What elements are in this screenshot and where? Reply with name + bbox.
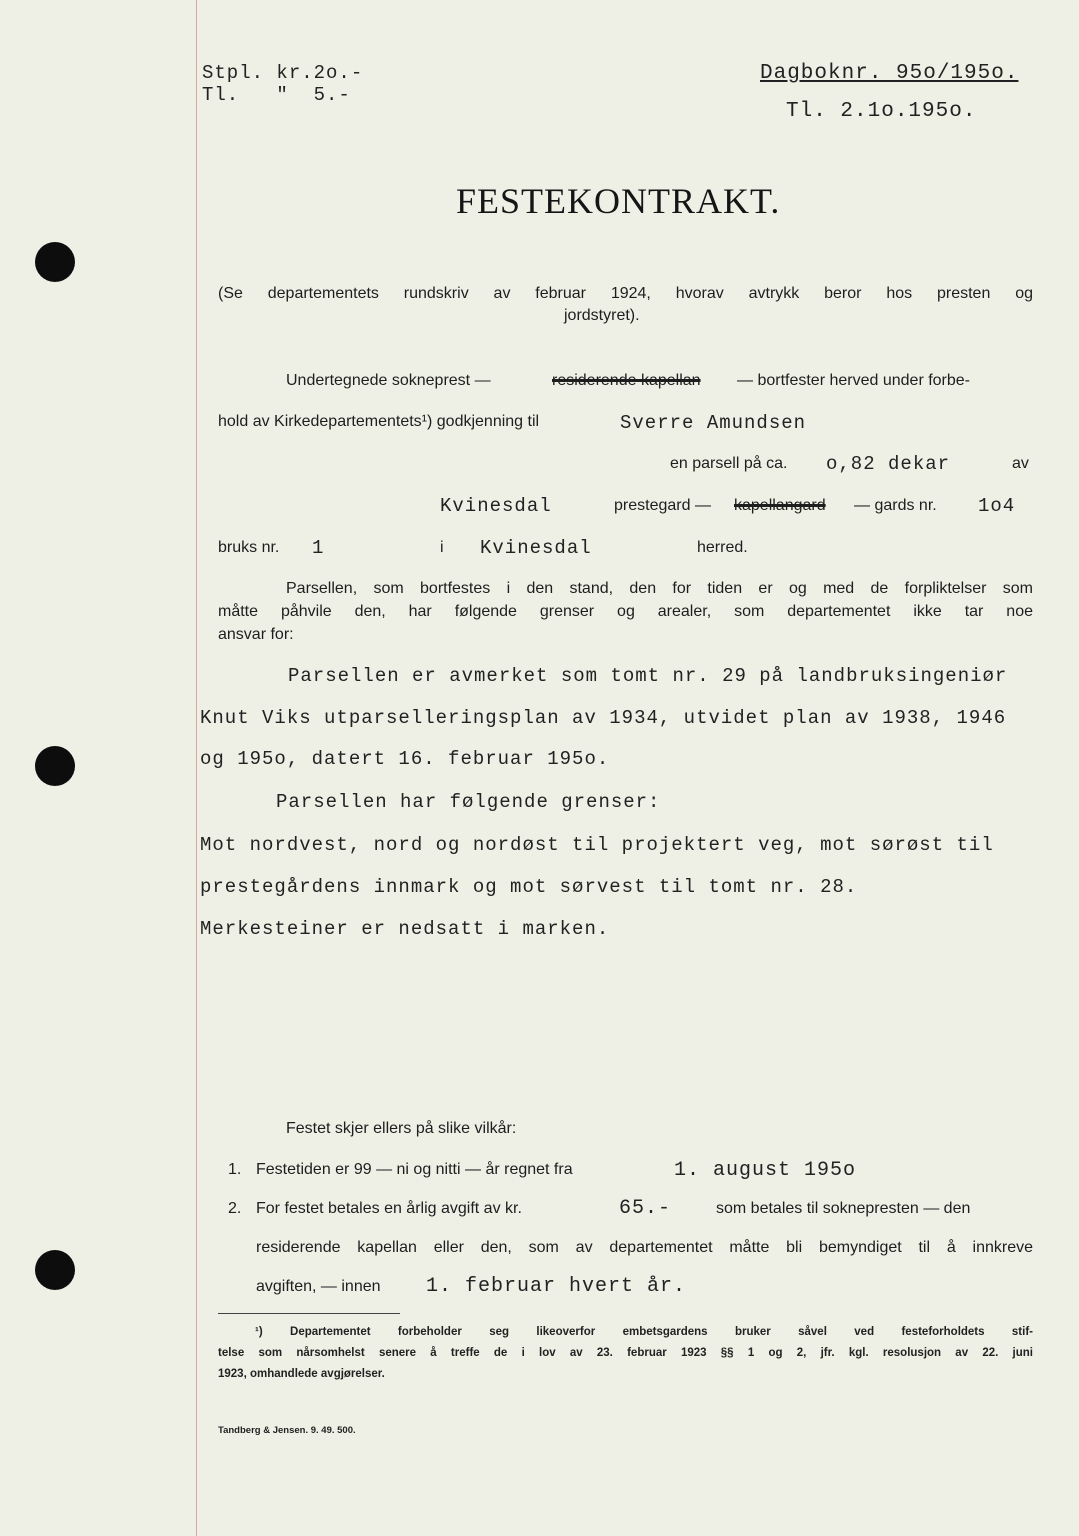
condition-2-line-2: residerende kapellan eller den, som av departementet måtte bli bemyndiget til å innkreve [256, 1239, 1033, 1256]
intro-line-1: (Se departementets rundskriv av februar 1924, hvorav avtrykk beror hos presten og [218, 285, 1033, 302]
bruks-nr-label: bruks nr. [218, 539, 280, 556]
gards-nr-label: — gards nr. [854, 497, 937, 514]
condition-1-text: Festetiden er 99 — ni og nitti — år regnet fra [256, 1161, 573, 1178]
typed-line-7: Merkesteiner er nedsatt i marken. [200, 918, 610, 940]
struck-kapellangard: kapellangard [734, 497, 826, 514]
footnote-rule [218, 1313, 400, 1314]
condition-2-rest: som betales til soknepresten — den [716, 1200, 971, 1217]
place-name-2: Kvinesdal [480, 537, 592, 559]
footnote-line-1: ¹) Departementet forbeholder seg likeoverfor embetsgardens bruker såvel ved festeforholdets stif- [255, 1326, 1033, 1338]
lease-start-date: 1. august 195o [674, 1159, 857, 1182]
condition-2-number: 2. [228, 1200, 242, 1217]
footnote-line-3: 1923, omhandlede avgjørelser. [218, 1368, 385, 1380]
struck-kapellan: residerende kapellan [552, 372, 701, 389]
intro-line-2: jordstyret). [564, 307, 640, 324]
condition-1-number: 1. [228, 1161, 242, 1178]
payment-deadline: 1. februar hvert år. [426, 1275, 687, 1298]
prestegard-label: prestegard — [614, 497, 711, 514]
av-label: av [1012, 455, 1029, 472]
typed-line-2: Knut Viks utparselleringsplan av 1934, utvidet plan av 1938, 1946 [200, 707, 1007, 729]
undertegnede-label: Undertegnede sokneprest — [286, 372, 491, 389]
punch-hole-top [35, 242, 75, 282]
lessee-name: Sverre Amundsen [620, 412, 807, 434]
godkjenning-label: hold av Kirkedepartementets¹) godkjenning til [218, 413, 540, 430]
condition-2-text: For festet betales en årlig avgift av kr. [256, 1200, 522, 1217]
conditions-intro: Festet skjer ellers på slike vilkår: [286, 1120, 517, 1137]
typed-line-1: Parsellen er avmerket som tomt nr. 29 på landbruksingeniør [288, 665, 1008, 687]
bortfester-label: — bortfester herved under forbe- [737, 372, 971, 389]
footnote-line-2: telse som nårsomhelst senere å treffe de i lov av 23. februar 1923 §§ 1 og 2, jfr. kgl. resolusjon av 22. juni [218, 1347, 1033, 1359]
journal-number: Dagboknr. 95o/195o. [760, 62, 1019, 85]
margin-rule [196, 0, 197, 1536]
place-name-1: Kvinesdal [440, 495, 552, 517]
document-title: FESTEKONTRAKT. [456, 181, 781, 221]
i-label: i [440, 539, 444, 556]
parcel-area: o,82 dekar [826, 453, 951, 475]
typed-line-6: prestegårdens innmark og mot sørvest til tomt nr. 28. [200, 876, 858, 898]
typed-line-5: Mot nordvest, nord og nordøst til projektert veg, mot sørøst til [200, 834, 994, 856]
parsell-label: en parsell på ca. [670, 455, 788, 472]
condition-2-line-3: avgiften, — innen [256, 1278, 381, 1295]
parsellen-line-1: Parsellen, som bortfestes i den stand, den for tiden er og med de forpliktelser som [286, 580, 1033, 597]
punch-hole-middle [35, 746, 75, 786]
parsellen-line-2: måtte påhvile den, har følgende grenser og arealer, som departementet ikke tar noe [218, 603, 1033, 620]
parsellen-line-3: ansvar for: [218, 626, 294, 643]
gards-number: 1o4 [978, 495, 1016, 517]
annual-fee: 65.- [619, 1197, 672, 1220]
printer-imprint: Tandberg & Jensen. 9. 49. 500. [218, 1425, 356, 1436]
herred-label: herred. [697, 539, 748, 556]
stamp-fee-line: Stpl. kr.2o.- [202, 62, 364, 84]
typed-line-4: Parsellen har følgende grenser: [276, 791, 661, 813]
punch-hole-bottom [35, 1250, 75, 1290]
registration-date: Tl. 2.1o.195o. [786, 100, 977, 123]
typed-line-3: og 195o, datert 16. februar 195o. [200, 748, 610, 770]
bruks-number: 1 [312, 537, 325, 559]
tl-fee-line: Tl. " 5.- [202, 84, 351, 106]
